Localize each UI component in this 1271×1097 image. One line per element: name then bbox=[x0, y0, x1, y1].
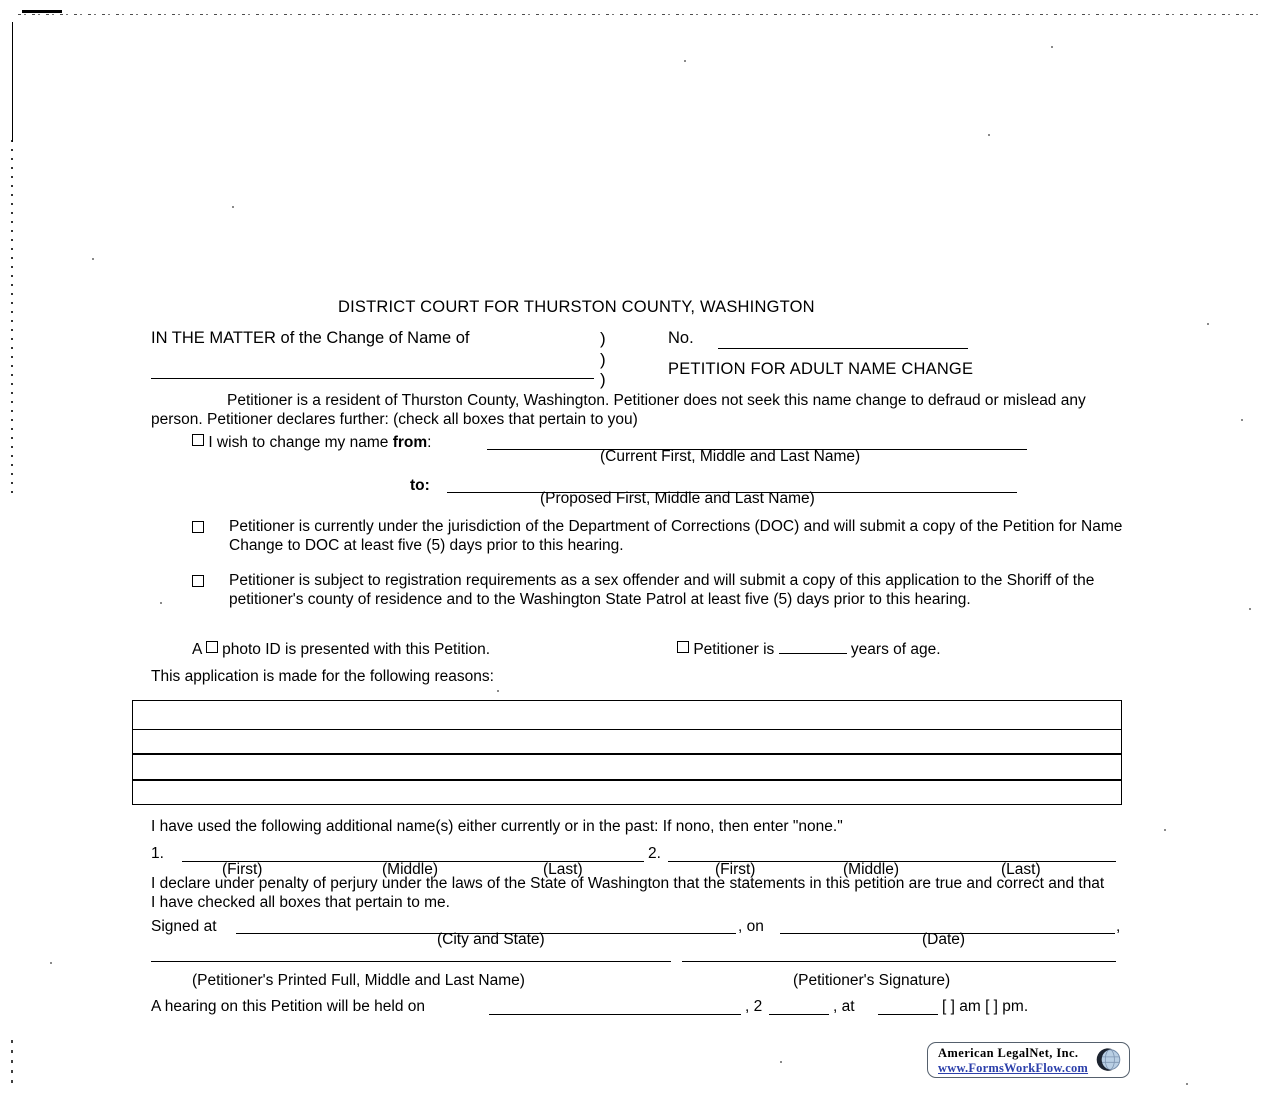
name-change-to-label: to: bbox=[410, 477, 430, 494]
proposed-name-caption: (Proposed First, Middle and Last Name) bbox=[540, 490, 815, 507]
footer-company-name: American LegalNet, Inc. bbox=[938, 1046, 1079, 1060]
caption-matter-label: IN THE MATTER of the Change of Name of bbox=[151, 329, 470, 347]
age-field[interactable] bbox=[779, 653, 847, 654]
hearing-time-field[interactable] bbox=[878, 1014, 938, 1015]
petition-type-title: PETITION FOR ADULT NAME CHANGE bbox=[668, 360, 974, 378]
checkbox-photo-id[interactable] bbox=[206, 641, 218, 653]
additional-name-2-last-caption: (Last) bbox=[1001, 861, 1041, 878]
hearing-at-label: , at bbox=[833, 998, 855, 1015]
caption-paren: ) bbox=[600, 370, 606, 389]
hearing-ampm-checkboxes[interactable]: [ ] am [ ] pm. bbox=[942, 998, 1029, 1015]
checkbox-row-doc-jurisdiction bbox=[192, 518, 1147, 555]
age-suffix: years of age. bbox=[850, 641, 941, 658]
hearing-year-field[interactable] bbox=[769, 1014, 829, 1015]
additional-name-2-first-caption: (First) bbox=[715, 861, 756, 878]
from-label-text: I wish to change my name bbox=[208, 434, 393, 451]
checkbox-doc-jurisdiction[interactable] bbox=[192, 521, 204, 533]
checkbox-sex-offender-label: Petitioner is subject to registration requirements as a sex offender and will submit a copy of this application to the Shoriff of the petitioner's county of residence and to the Washington State Patrol at least five (5) days prior to this hearing. bbox=[229, 572, 1095, 608]
additional-name-1-first-caption: (First) bbox=[222, 861, 263, 878]
date-caption: (Date) bbox=[922, 931, 966, 948]
reasons-intro: This application is made for the following reasons: bbox=[151, 668, 494, 685]
additional-name-1-number: 1. bbox=[151, 845, 164, 862]
reasons-textarea[interactable] bbox=[132, 700, 1122, 805]
checkbox-row-sex-offender bbox=[192, 572, 1132, 609]
intro-paragraph: Petitioner is a resident of Thurston County, Washington. Petitioner does not seek this name change to defraud or mislead any person. Petitioner declares further: (check all boxes that pertain to you) bbox=[151, 392, 1086, 428]
photo-id-row bbox=[192, 641, 490, 659]
case-number-label: No. bbox=[668, 329, 694, 347]
footer-url-link[interactable]: www.FormsWorkFlow.com bbox=[938, 1061, 1089, 1075]
checkbox-name-change[interactable] bbox=[192, 434, 204, 446]
additional-name-1-last-caption: (Last) bbox=[543, 861, 583, 878]
signed-on-label: , on bbox=[738, 918, 764, 935]
checkbox-age[interactable] bbox=[677, 641, 689, 653]
current-name-caption: (Current First, Middle and Last Name) bbox=[600, 448, 861, 465]
age-row bbox=[677, 641, 941, 659]
footer-badge[interactable] bbox=[927, 1042, 1130, 1078]
reasons-rule bbox=[133, 753, 1121, 755]
from-label-bold: from bbox=[392, 434, 428, 451]
perjury-declaration: I declare under penalty of perjury under the laws of the State of Washington that the statements in this petition are true and correct and that I have checked all boxes that pertain to me. bbox=[151, 875, 1105, 911]
hearing-year-prefix: , 2 bbox=[745, 998, 763, 1015]
name-change-from-row bbox=[192, 434, 431, 452]
caption-name-blank[interactable] bbox=[151, 378, 594, 379]
additional-name-2-number: 2. bbox=[648, 845, 661, 862]
page-title: DISTRICT COURT FOR THURSTON COUNTY, WASHINGTON bbox=[338, 298, 815, 316]
checkbox-doc-jurisdiction-label: Petitioner is currently under the jurisdiction of the Department of Corrections (DOC) and will submit a copy of the Petition for Name Change to DOC at least five (5) days prior to this hearing. bbox=[229, 518, 1123, 554]
age-prefix: Petitioner is bbox=[693, 641, 775, 658]
signature-field[interactable] bbox=[682, 961, 1116, 962]
from-label-colon: : bbox=[427, 434, 432, 451]
signed-at-label: Signed at bbox=[151, 918, 217, 935]
hearing-date-field[interactable] bbox=[489, 1014, 741, 1015]
additional-name-2-middle-caption: (Middle) bbox=[843, 861, 899, 878]
city-state-caption: (City and State) bbox=[437, 931, 545, 948]
caption-paren: ) bbox=[600, 329, 606, 348]
photo-id-prefix: A bbox=[192, 641, 202, 658]
hearing-label: A hearing on this Petition will be held on bbox=[151, 998, 426, 1015]
reasons-rule bbox=[133, 729, 1121, 730]
additional-names-intro: I have used the following additional name(s) either currently or in the past: If nono, then enter "none." bbox=[151, 818, 843, 835]
photo-id-label: photo ID is presented with this Petition. bbox=[222, 641, 491, 658]
signature-caption: (Petitioner's Signature) bbox=[793, 972, 951, 989]
printed-name-caption: (Petitioner's Printed Full, Middle and Last Name) bbox=[192, 972, 525, 989]
reasons-rule bbox=[133, 779, 1121, 781]
printed-name-field[interactable] bbox=[151, 961, 671, 962]
additional-name-1-middle-caption: (Middle) bbox=[382, 861, 438, 878]
signed-trailing-comma: , bbox=[1116, 918, 1121, 935]
caption-paren: ) bbox=[600, 350, 606, 369]
checkbox-sex-offender[interactable] bbox=[192, 575, 204, 587]
case-number-field[interactable] bbox=[718, 348, 968, 349]
globe-icon bbox=[1094, 1046, 1123, 1075]
